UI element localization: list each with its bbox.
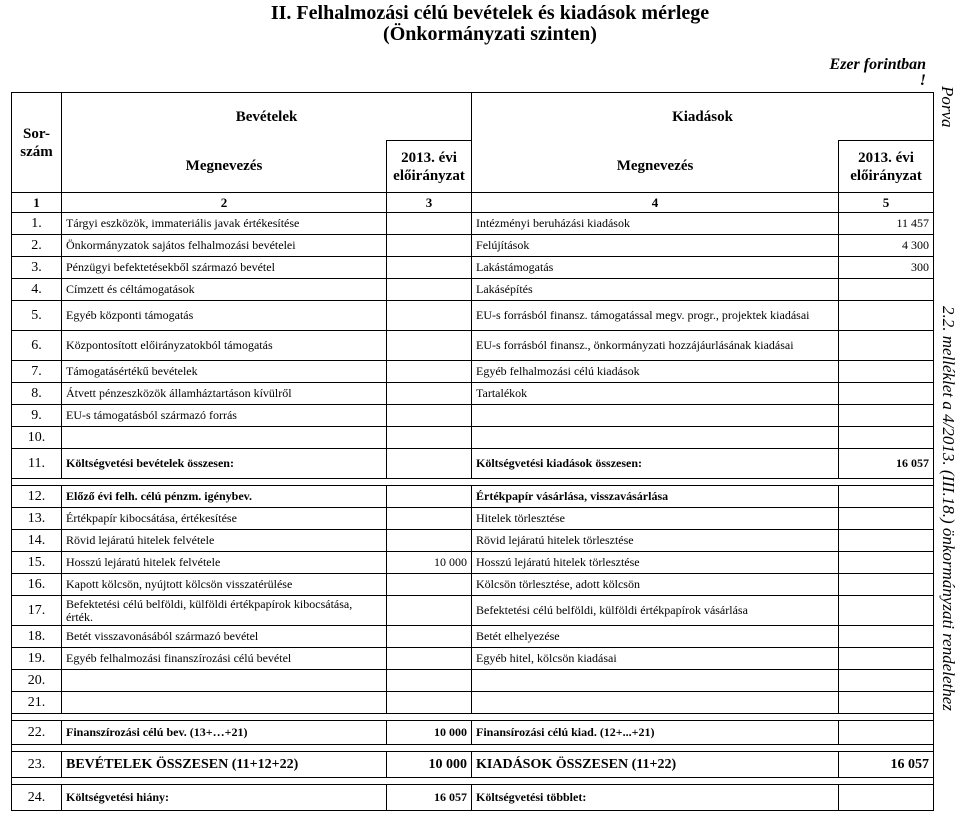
spacer-cell <box>839 778 934 785</box>
expense-name: Hosszú lejáratú hitelek törlesztése <box>472 552 839 574</box>
table-row <box>12 596 934 626</box>
income-name: Költségvetési bevételek összesen: <box>62 449 387 479</box>
table-row <box>12 383 934 405</box>
col-number: 3 <box>387 193 472 213</box>
table-row <box>12 670 934 692</box>
table-row <box>12 257 934 279</box>
income-name: Egyéb központi támogatás <box>62 301 387 331</box>
row-number: 5. <box>12 301 62 331</box>
income-value <box>387 361 472 383</box>
expense-value: 300 <box>839 257 934 279</box>
table-row <box>12 626 934 648</box>
row-number: 24. <box>12 785 62 811</box>
expense-value <box>839 530 934 552</box>
income-name: Finanszírozási célú bev. (13+…+21) <box>62 721 387 745</box>
header-expense-appropriation: 2013. évi előirányzat <box>839 141 934 193</box>
spacer-cell <box>62 479 387 486</box>
row-number: 21. <box>12 692 62 714</box>
spacer-cell <box>62 714 387 721</box>
col-number: 4 <box>472 193 839 213</box>
expense-value <box>839 331 934 361</box>
table-row <box>12 574 934 596</box>
income-value: 16 057 <box>387 785 472 811</box>
expense-name: Hitelek törlesztése <box>472 508 839 530</box>
expense-value <box>839 405 934 427</box>
income-value <box>387 508 472 530</box>
row-number: 9. <box>12 405 62 427</box>
spacer-cell <box>62 778 387 785</box>
header-income: Bevételek <box>62 93 472 141</box>
expense-name: Lakástámogatás <box>472 257 839 279</box>
table-row <box>12 427 934 449</box>
row-number: 12. <box>12 486 62 508</box>
spacer-cell <box>839 714 934 721</box>
row-number: 6. <box>12 331 62 361</box>
row-spacer <box>12 745 934 752</box>
expense-value: 4 300 <box>839 235 934 257</box>
expense-name: Egyéb hitel, kölcsön kiadásai <box>472 648 839 670</box>
expense-value: 16 057 <box>839 449 934 479</box>
row-number: 11. <box>12 449 62 479</box>
row-number: 23. <box>12 752 62 778</box>
expense-value <box>839 361 934 383</box>
expense-name: Rövid lejáratú hitelek törlesztése <box>472 530 839 552</box>
row-number: 20. <box>12 670 62 692</box>
expense-name: Költségvetési többlet: <box>472 785 839 811</box>
expense-name: Finansírozási célú kiad. (12+...+21) <box>472 721 839 745</box>
row-number: 2. <box>12 235 62 257</box>
income-name: Kapott kölcsön, nyújtott kölcsön visszatérülése <box>62 574 387 596</box>
income-name: Hosszú lejáratú hitelek felvétele <box>62 552 387 574</box>
income-name: Tárgyi eszközök, immateriális javak értékesítése <box>62 213 387 235</box>
table-row <box>12 213 934 235</box>
total-row <box>12 752 934 778</box>
header-expense-name: Megnevezés <box>472 141 839 193</box>
expense-name: Egyéb felhalmozási célú kiadások <box>472 361 839 383</box>
expense-value <box>839 383 934 405</box>
income-name: Pénzügyi befektetésekből származó bevétel <box>62 257 387 279</box>
income-name: Önkormányzatok sajátos felhalmozási bevételei <box>62 235 387 257</box>
expense-value <box>839 427 934 449</box>
expense-value <box>839 574 934 596</box>
income-value: 10 000 <box>387 752 472 778</box>
spacer-cell <box>62 745 387 752</box>
header-expense: Kiadások <box>472 93 934 141</box>
side-label-annex: 2.2. melléklet a 4/2013. (III.18.) önkormányzati rendelethez <box>939 306 958 711</box>
income-name: BEVÉTELEK ÖSSZESEN (11+12+22) <box>62 752 387 778</box>
header-sorszam: Sor-szám <box>12 93 62 193</box>
table-row <box>12 692 934 714</box>
row-number: 7. <box>12 361 62 383</box>
income-value <box>387 692 472 714</box>
row-number: 10. <box>12 427 62 449</box>
row-spacer <box>12 778 934 785</box>
row-spacer <box>12 479 934 486</box>
spacer-cell <box>472 714 839 721</box>
row-number: 4. <box>12 279 62 301</box>
expense-value <box>839 626 934 648</box>
income-name: Befektetési célú belföldi, külföldi értékpapírok kibocsátása, érték. <box>62 596 387 626</box>
income-value <box>387 235 472 257</box>
expense-name: KIADÁSOK ÖSSZESEN (11+22) <box>472 752 839 778</box>
income-name: Rövid lejáratú hitelek felvétele <box>62 530 387 552</box>
income-value <box>387 530 472 552</box>
spacer-cell <box>839 745 934 752</box>
income-value <box>387 670 472 692</box>
table-row <box>12 279 934 301</box>
spacer-cell <box>12 479 62 486</box>
side-label-porva: Porva <box>938 86 957 128</box>
income-name: EU-s támogatásból származó forrás <box>62 405 387 427</box>
spacer-cell <box>472 778 839 785</box>
row-number: 17. <box>12 596 62 626</box>
expense-value <box>839 692 934 714</box>
income-name: Központosított előirányzatokból támogatás <box>62 331 387 361</box>
income-name: Értékpapír kibocsátása, értékesítése <box>62 508 387 530</box>
expense-value <box>839 670 934 692</box>
spacer-cell <box>387 479 472 486</box>
total-row <box>12 721 934 745</box>
balance-table <box>11 92 934 811</box>
expense-name: Tartalékok <box>472 383 839 405</box>
expense-name: Kölcsön törlesztése, adott kölcsön <box>472 574 839 596</box>
expense-value <box>839 508 934 530</box>
income-value <box>387 427 472 449</box>
spacer-cell <box>839 479 934 486</box>
income-name: Címzett és céltámogatások <box>62 279 387 301</box>
col-number: 2 <box>62 193 387 213</box>
expense-name: EU-s forrásból finansz., önkormányzati hozzájáurlásának kiadásai <box>472 331 839 361</box>
income-value <box>387 257 472 279</box>
table-row <box>12 449 934 479</box>
expense-name: Intézményi beruházási kiadások <box>472 213 839 235</box>
row-number: 18. <box>12 626 62 648</box>
income-name: Támogatásértékű bevételek <box>62 361 387 383</box>
income-value <box>387 626 472 648</box>
expense-name <box>472 670 839 692</box>
expense-value <box>839 596 934 626</box>
row-number: 1. <box>12 213 62 235</box>
income-name: Betét visszavonásából származó bevétel <box>62 626 387 648</box>
income-value <box>387 405 472 427</box>
expense-name: Felújítások <box>472 235 839 257</box>
row-number: 13. <box>12 508 62 530</box>
income-value <box>387 486 472 508</box>
income-name: Egyéb felhalmozási finanszírozási célú bevétel <box>62 648 387 670</box>
expense-name: Befektetési célú belföldi, külföldi értékpapírok vásárlása <box>472 596 839 626</box>
income-value <box>387 279 472 301</box>
income-name: Előző évi felh. célú pénzm. igénybev. <box>62 486 387 508</box>
unit-mark: ! <box>919 72 926 89</box>
total-row <box>12 785 934 811</box>
expense-value: 11 457 <box>839 213 934 235</box>
table-row <box>12 648 934 670</box>
expense-value <box>839 785 934 811</box>
income-value <box>387 331 472 361</box>
income-value <box>387 596 472 626</box>
expense-name: Értékpapír vásárlása, visszavásárlása <box>472 486 839 508</box>
income-value: 10 000 <box>387 552 472 574</box>
unit-label: Ezer forintban <box>829 56 926 73</box>
spacer-cell <box>12 714 62 721</box>
col-number: 5 <box>839 193 934 213</box>
column-number-row <box>12 193 934 213</box>
expense-value <box>839 486 934 508</box>
table-row <box>12 331 934 361</box>
expense-name: Költségvetési kiadások összesen: <box>472 449 839 479</box>
expense-name: Lakásépítés <box>472 279 839 301</box>
income-name: Átvett pénzeszközök államháztartáson kívülről <box>62 383 387 405</box>
expense-name: Betét elhelyezése <box>472 626 839 648</box>
spacer-cell <box>387 714 472 721</box>
income-name <box>62 692 387 714</box>
page-subtitle: (Önkormányzati szinten) <box>383 23 597 45</box>
row-number: 19. <box>12 648 62 670</box>
income-name: Költségvetési hiány: <box>62 785 387 811</box>
header-income-name: Megnevezés <box>62 141 387 193</box>
expense-name <box>472 692 839 714</box>
income-value: 10 000 <box>387 721 472 745</box>
spacer-cell <box>472 745 839 752</box>
income-value <box>387 574 472 596</box>
row-spacer <box>12 714 934 721</box>
expense-value <box>839 721 934 745</box>
income-value <box>387 648 472 670</box>
spacer-cell <box>387 745 472 752</box>
col-number: 1 <box>12 193 62 213</box>
expense-value <box>839 301 934 331</box>
expense-name <box>472 405 839 427</box>
table-row <box>12 235 934 257</box>
income-value <box>387 301 472 331</box>
table-row <box>12 405 934 427</box>
income-name <box>62 670 387 692</box>
income-value <box>387 449 472 479</box>
row-number: 22. <box>12 721 62 745</box>
row-number: 15. <box>12 552 62 574</box>
table-row <box>12 486 934 508</box>
expense-name <box>472 427 839 449</box>
expense-value <box>839 552 934 574</box>
row-number: 16. <box>12 574 62 596</box>
expense-value <box>839 279 934 301</box>
row-number: 14. <box>12 530 62 552</box>
table-row <box>12 552 934 574</box>
income-value <box>387 383 472 405</box>
page-title: II. Felhalmozási célú bevételek és kiadások mérlege <box>270 2 710 24</box>
income-name <box>62 427 387 449</box>
expense-name: EU-s forrásból finansz. támogatással megv. progr., projektek kiadásai <box>472 301 839 331</box>
header-income-appropriation: 2013. évi előirányzat <box>387 141 472 193</box>
expense-value: 16 057 <box>839 752 934 778</box>
spacer-cell <box>387 778 472 785</box>
row-number: 3. <box>12 257 62 279</box>
spacer-cell <box>472 479 839 486</box>
table-row <box>12 530 934 552</box>
row-number: 8. <box>12 383 62 405</box>
spacer-cell <box>12 745 62 752</box>
spacer-cell <box>12 778 62 785</box>
expense-value <box>839 648 934 670</box>
table-row <box>12 508 934 530</box>
table-row <box>12 361 934 383</box>
table-row <box>12 301 934 331</box>
income-value <box>387 213 472 235</box>
